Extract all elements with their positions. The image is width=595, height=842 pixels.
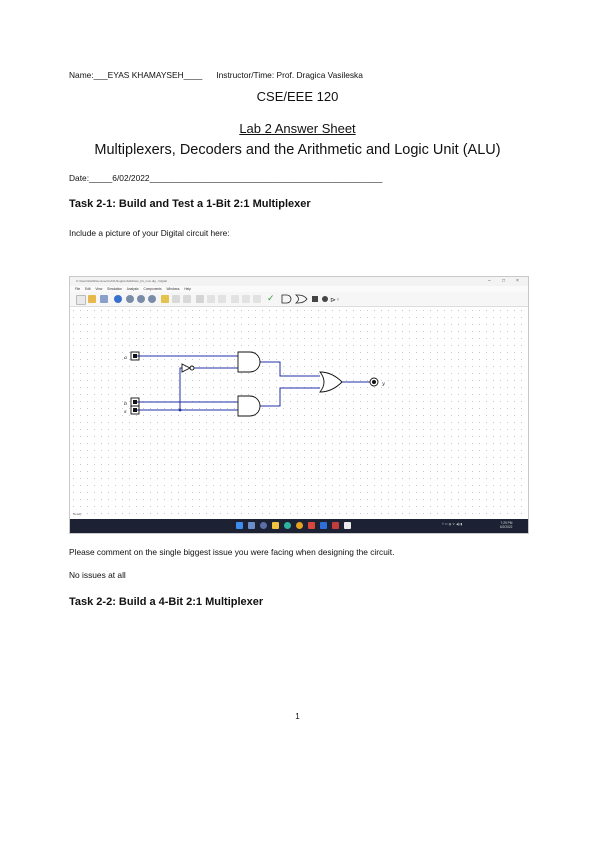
digital-app-icon <box>344 522 351 529</box>
close-icon: × <box>516 278 519 284</box>
page-number: 1 <box>295 712 300 721</box>
new-file-icon <box>76 295 86 305</box>
input-pins <box>131 352 139 414</box>
help-icon <box>114 295 122 303</box>
task2-heading: Task 2-2: Build a 4-Bit 2:1 Multiplexer <box>69 596 264 608</box>
menu-help: Help <box>184 287 191 291</box>
wire-s-to-not <box>136 368 182 410</box>
task1-heading: Task 2-1: Build and Test a 1-Bit 2:1 Multiplexer <box>69 198 311 210</box>
output-shortcut-icon <box>322 296 328 302</box>
junctions <box>179 409 182 412</box>
app-icon-2 <box>332 522 339 529</box>
tray-time: 7:29 PM <box>500 521 513 525</box>
input-shortcut-icon <box>312 296 318 302</box>
save-icon <box>100 295 108 303</box>
task1-instruction: Include a picture of your Digital circuit here: <box>69 228 230 238</box>
wire-and1-out <box>258 362 320 376</box>
task-view-icon <box>260 522 267 529</box>
menu-view: View <box>95 287 103 291</box>
minimize-icon: – <box>488 278 491 284</box>
and-gate-2 <box>238 396 260 416</box>
status-ready: Ready <box>73 512 82 516</box>
wire-and2-out <box>258 388 320 406</box>
label-b: b <box>124 401 128 407</box>
zoom-in-icon <box>126 295 134 303</box>
date-line: Date:_____6/02/2022__________________________________________________ <box>69 173 383 183</box>
and-gate-1 <box>238 352 260 372</box>
and-gates <box>238 352 260 416</box>
stop-icon <box>218 295 226 303</box>
screenshot-window-title: C:\Users\Dell\Documents\ASU\logisim\lab2\two_bit_mux.dig - Digital <box>76 279 167 283</box>
chrome-icon <box>296 522 303 529</box>
open-folder-icon <box>88 295 96 303</box>
comment-prompt: Please comment on the single biggest issue you were facing when designing the circuit. <box>69 547 395 557</box>
screenshot-titlebar <box>70 277 528 286</box>
comment-answer: No issues at all <box>69 570 126 580</box>
check-icon: ✓ <box>267 293 275 303</box>
edge-icon <box>284 522 291 529</box>
circuit-canvas <box>70 307 528 519</box>
document-subtitle: Multiplexers, Decoders and the Arithmetic and Logic Unit (ALU) <box>94 142 501 158</box>
wire-icon <box>161 295 169 303</box>
name-field: Name:___EYAS KHAMAYSEH____ <box>69 70 203 80</box>
label-s: s <box>124 409 127 415</box>
or-gate-icon <box>296 295 307 303</box>
taskbar <box>70 519 528 533</box>
circuit-diagram <box>70 307 528 519</box>
undo-icon <box>172 295 180 303</box>
menu-simulation: Simulation <box>107 287 123 291</box>
sheet-title: Lab 2 Answer Sheet <box>239 121 356 136</box>
tray-clock <box>500 521 512 529</box>
junction-dot <box>179 409 182 412</box>
delete-icon <box>183 295 191 303</box>
app-icon-1 <box>308 522 315 529</box>
zoom-out-icon <box>137 295 145 303</box>
tray-icons: ˄ ▭ ◍ ᯤ ◀) ▮ <box>442 522 463 526</box>
menu-file: File <box>75 287 81 291</box>
zoom-fit-icon <box>148 295 156 303</box>
screenshot-toolbar <box>70 292 528 307</box>
label-y: y <box>382 381 385 387</box>
search-icon <box>248 522 255 529</box>
step-icon <box>207 295 215 303</box>
label-a: a <box>124 355 127 361</box>
menu-windows: Windows <box>166 287 180 291</box>
course-code: CSE/EEE 120 <box>256 89 339 104</box>
gate-shortcuts <box>280 294 340 304</box>
output-pin <box>370 378 378 386</box>
name-instructor-line <box>69 70 363 80</box>
or-gate <box>320 372 342 392</box>
maximize-icon: □ <box>502 278 506 284</box>
instructor-field: Instructor/Time: Prof. Dragica Vasileska <box>216 70 363 80</box>
run-icon <box>196 295 204 303</box>
tunnel-icon: ⊳◦ <box>330 296 340 304</box>
measurement-icon <box>242 295 250 303</box>
analysis-icon <box>231 295 239 303</box>
menu-analysis: Analysis <box>126 287 139 291</box>
menu-components: Components <box>143 287 162 291</box>
not-gate <box>182 364 194 372</box>
file-explorer-icon <box>272 522 279 529</box>
windows-start-icon <box>236 522 243 529</box>
word-icon <box>320 522 327 529</box>
circuit-screenshot <box>69 276 529 534</box>
graph-icon <box>253 295 261 303</box>
and-gate-icon <box>282 295 291 303</box>
menu-edit: Edit <box>85 287 91 291</box>
tray-date: 6/2/2022 <box>500 525 513 529</box>
